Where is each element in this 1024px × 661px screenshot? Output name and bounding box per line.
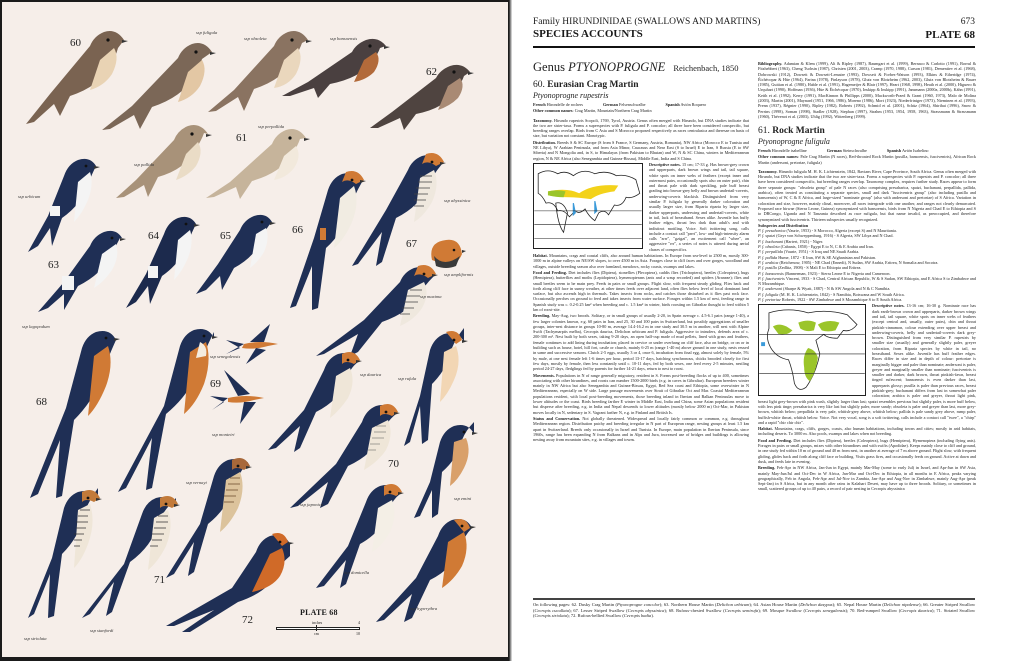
species-60-other-names: Other common names: Crag Martin, Mountain/Northern Crag Martin bbox=[533, 108, 652, 114]
genus-prefix: Genus bbox=[533, 60, 569, 74]
species-60-distribution bbox=[533, 140, 749, 161]
scale-bar bbox=[276, 620, 360, 644]
footer-item-sci: Cecropis senegalensis bbox=[804, 607, 846, 613]
french-label: French bbox=[758, 148, 771, 153]
subspecies-name: P. f. obsoleta bbox=[758, 244, 780, 250]
footer-item: 65. Nepal House Martin (Delichon nipalense); bbox=[836, 602, 924, 607]
plate-illustration-area bbox=[2, 2, 508, 657]
ssp-label-bansoensis: ssp bansoensis bbox=[330, 36, 358, 41]
footer-item: 72. Rufous-bellied Swallow (Cecropis badia). bbox=[570, 613, 654, 619]
bird-illustration-69 bbox=[208, 368, 268, 426]
subspecies-range: (Bannerman, 1923) - Sierra Leone E to Nigeria and Cameroon. bbox=[784, 270, 891, 276]
habitat-label: Habitat. bbox=[533, 253, 548, 259]
subspecies-name: P. f. pretoriae bbox=[758, 297, 781, 303]
species-60-names bbox=[533, 102, 749, 107]
footer-item-sci: Cecropis abyssinica bbox=[627, 607, 665, 613]
species-number-60: 60 bbox=[70, 37, 81, 49]
species-60-breeding bbox=[533, 313, 749, 371]
footer-item-label: 70. Red-rumped Swallow bbox=[849, 607, 898, 613]
bibliography-label: Bibliography. bbox=[758, 61, 783, 66]
genus-heading bbox=[533, 60, 749, 76]
footer-item-sci: Cecropis badia bbox=[623, 613, 652, 619]
footer-item-sci: Cecropis cucullata bbox=[534, 607, 569, 613]
page-number: 673 bbox=[960, 17, 975, 27]
ssp-label-stanfordi: ssp stanfordi bbox=[90, 628, 114, 633]
german-label: German bbox=[603, 102, 618, 107]
ssp-label-urbicum: ssp urbicum bbox=[18, 194, 41, 199]
distribution-label: Distribution. bbox=[533, 139, 556, 145]
ssp-label-emini: ssp emini bbox=[454, 496, 472, 501]
subspecies-name: P. f. buchanani bbox=[758, 238, 784, 244]
species-61-scientific: Ptyonoprogne fuligula bbox=[758, 137, 830, 146]
species-61-taxonomy bbox=[758, 169, 976, 222]
bird-illustration-62 bbox=[368, 64, 476, 144]
subspecies-range: (Reichenow, 1905) - NE Chad (Ennedi), N Sudan, SW Arabia, Eritrea, N Somalia and Socotra. bbox=[779, 259, 939, 265]
species-60-status bbox=[533, 416, 749, 442]
range-map-africa-svg bbox=[759, 305, 865, 395]
ssp-label-domicella: ssp domicella bbox=[344, 570, 370, 575]
ssp-label-monteiri: ssp monteiri bbox=[212, 432, 235, 437]
species-60-title bbox=[533, 80, 749, 91]
species-number-66: 66 bbox=[292, 224, 303, 236]
species-61-names bbox=[758, 148, 976, 153]
food-label: Food and Feeding. bbox=[758, 437, 792, 443]
footer-item: 68. Rufous-chested Swallow (Cecropis semirufa); bbox=[668, 607, 763, 613]
spanish-label: Spanish bbox=[665, 102, 680, 107]
habitat-text: Mountains, crags, cliffs, gorges, coasts, also human habitations, including towns and cities; mostly in arid habitats, including deserts. To 3000 m. Also pools, swamps and lakes when not breeding. bbox=[758, 426, 976, 437]
distribution-text: Breeds S & SC Europe (S from S France, S Germany, Austria, Romania), NW Africa (Morocco E to Tunisia and NE Libya), W Arabian Peninsula, and from Asia Minor, Caucasus and Near East (S to Israel) E to Iran, S Russia (E to SW Siberia) and N Mongolia and, in S, to Himalayas (from Pakistan to Bhutan) and W, N & SC China, winters in Mediterranean region, N & NE Africa (also Senegambia and Guinea-Bissau), Middle East, India and S China. bbox=[533, 139, 749, 161]
species-number-64: 64 bbox=[148, 230, 159, 242]
scale-bar-line bbox=[276, 627, 360, 630]
food-text: Diet includes flies (Diptera), stoneflies (Plecoptera), caddis flies (Trichoptera), beetles (Coleoptera), bugs (Hemiptera), butterflies and moths (Lepidoptera), hymenopterans (ants and a wasp recorded) and spiders (Araneae); flies and small beetles seem to be main prey. Feeds in pairs or small groups. Flight slow, with frequent steady gliding. Flies back and forth along cliff face in sunny weather, at other times feeds over adjacent land, often flies below level of local dominant land surface, but also ascends high in thermals. Takes insects from rocks, and catches those disturbed as it flies past rock face. Occasionally perches on ground to feed and takes insects from water surface. Forages within 1.5 km of nest, feeding range in Spanish study was c. 0.2-0.25 km² when breeding and c. 1.5 km² in winter, birds roosting on Gibraltar thought to feed within 5 km of roost-site. bbox=[533, 269, 749, 312]
species-61-breeding bbox=[758, 465, 976, 491]
taxonomy-label: Taxonomy. bbox=[758, 168, 778, 174]
ssp-label-obsoleta: ssp obsoleta bbox=[244, 36, 267, 41]
breeding-label: Breeding. bbox=[533, 313, 551, 319]
scale-inches-label: inches bbox=[312, 620, 323, 625]
ssp-label-lagopodum: ssp lagopodum bbox=[22, 324, 50, 329]
subspecies-range: (Vaurie, 1951) - S Iraq and NE Saudi Arabia. bbox=[783, 249, 860, 255]
header-rule bbox=[533, 46, 975, 48]
french-name: Hirondelle de rochers bbox=[546, 102, 584, 107]
ssp-label-japonica: ssp japonica bbox=[300, 502, 324, 507]
species-number-65: 65 bbox=[220, 230, 231, 242]
species-60-scientific: Ptyonoprogne rupestris bbox=[533, 91, 609, 100]
footer-item-sci: Cecropis striolata bbox=[534, 613, 567, 619]
species-61-name: Rock Martin bbox=[772, 126, 825, 136]
footer-item-label: 62. Dusky Crag Martin bbox=[571, 602, 615, 607]
subspecies-range: Hume, 1872 - E Iran, SW & SE Afghanistan and Pakistan. bbox=[778, 254, 877, 260]
following-pages-note bbox=[533, 602, 975, 619]
french-name: Hirondelle isabelline bbox=[771, 148, 807, 153]
species-61-habitat bbox=[758, 426, 976, 437]
subspecies-range: (Zedlitz, 1908) - S Mali E to Ethiopia and Eritrea. bbox=[777, 265, 862, 271]
footer-item: 64. Asian House Martin (Delichon dasypus); bbox=[753, 602, 837, 607]
subspecies-name: P. f. pusilla bbox=[758, 265, 777, 271]
genus-authority: Reichenbach, 1850 bbox=[673, 63, 739, 73]
species-60-movements bbox=[533, 373, 749, 415]
ssp-label-hyperythra: ssp hyperythra bbox=[410, 606, 438, 611]
spanish-name: Avión Isabelino bbox=[901, 148, 929, 153]
range-map-africa bbox=[758, 304, 866, 396]
subspecies-name: P. f. presaharica bbox=[758, 228, 786, 234]
genus-name: PTYONOPROGNE bbox=[568, 60, 666, 74]
footer-item-label: 66. Greater Striped Swallow bbox=[923, 602, 976, 607]
subspecies-item bbox=[758, 276, 976, 287]
species-61-number: 61. bbox=[758, 126, 773, 136]
species-61-title bbox=[758, 126, 976, 137]
species-number-70: 70 bbox=[388, 458, 399, 470]
subspecies-name: P. f. fuligula bbox=[758, 291, 779, 297]
footer-item-label: 72. Rufous-bellied Swallow bbox=[570, 613, 622, 619]
footer-item-label: 67. Lesser Striped Swallow bbox=[573, 607, 625, 613]
other-names-label: Other common names bbox=[533, 108, 573, 114]
subspecies-range: (Sharpe & Wyatt, 1887) - N & SW Angola and N & C Namibia. bbox=[783, 286, 891, 292]
bird-illustration-68 bbox=[26, 326, 122, 502]
descriptive-text: 15 cm; 17-33 g. Has brown-grey crown and upperparts, dark brown wings and tail, tail square, white spots on inner webs of feathers (except inner and outermost pairs, occasionally spots also on outer pair), chin and throat pale with dark speckling, pale buff breast grading into brown-grey belly and brown undertail-coverts, underwing-coverts blackish. Distinguished from very similar P. fuligula by generally darker coloration and usually larger size, from Riparia riparia by larger size, darker upperparts, underwing and undertail-coverts, white in tail, lack of breastband. Sexes alike. Juvenile has buffy feather edges, throat less dark than adult's and with indistinct mottling. Voice. Soft twittering song, calls include a contact call "prrrt", low- and high-intensity alarm calls "zrrr", "gzigzi", an excitement call "whee", an aggressive "rrr", a series of notes is uttered during aerial chases of conspecifics. bbox=[649, 161, 750, 252]
footer-item-sci: Delichon urbicum bbox=[716, 602, 750, 607]
german-name: Steinschwalbe bbox=[842, 148, 867, 153]
subspecies-name: P. f. bansoensis bbox=[758, 270, 784, 276]
descriptive-label: Descriptive notes. bbox=[649, 161, 681, 167]
plate-title: PLATE 68 bbox=[300, 608, 338, 617]
header-section: SPECIES ACCOUNTS bbox=[533, 28, 643, 40]
footer-item: 69. Mosque Swallow (Cecropis senegalensis); bbox=[762, 607, 850, 613]
ssp-label-rufula: ssp rufula bbox=[398, 376, 417, 381]
species-number-61: 61 bbox=[236, 132, 247, 144]
species-60-habitat bbox=[533, 253, 749, 269]
food-text: Diet includes flies (Diptera), beetles (Coleoptera), bugs (Hemiptera), Hymenoptera (including flying ants). Forages in pairs or small groups, mixes with other hirundines and with swifts (Apodidae). Keeps mainly close to cliff and ground, in one study fed within 10 m of ground and 40 m from nest, in another at average of 7 m above ground. Flight slow, with frequent gliding, glides back and forth along cliff face or building. Visits grass fires, and occasionally feeds on ground. Active at dawn and dusk, and feeds late in evening. bbox=[758, 437, 976, 464]
bird-illustration-65 bbox=[192, 212, 278, 304]
column-right bbox=[758, 60, 976, 596]
species-number-67: 67 bbox=[406, 238, 417, 250]
subspecies-range: (Vaurie, 1953) - S Morocco, Algeria (except S) and N Mauritania. bbox=[786, 228, 897, 234]
breeding-text: May-Aug, two broods. Solitary, or in small groups of usually 2-20, in Spain average c. 4.5-6.1 pairs (range 1-40), a few larger colonies known, e.g. 60 pairs in Iran, and 25, 30 and 100 pairs in Switzerland, but possibly aggregations of smaller groups, inter-nest distance in groups 10-80 m, average 14.4-16.2 m in one study and 30.5 m in another, will nest with Alpine Swift (Tachymarptis melba), Cecropis daurica, Delichon urbicum and P. fuligula. Aggressive to intruders, defends area of c. 200-300 m². Nest built by both sexes, taking 9-20 days, an open half-cup made of mud pellets, lined with grass and feathers, female continues to add lining during incubation; placed in crevice or under overhang on cliff face, also on bridge, or on or in building such as house, hotel, hill fort, castle or church, mainly 6-25 m (range 1-40 m) above ground in one study, nests reused in same and successive seasons. Clutch 2-5 eggs, usually 3 or 4, once 6, incubation from final egg, almost solely by female, 5% by male, at one nest female left 1-6 times per hour, period 13-17 days, hatching synchronous, chicks brooded closely for first few days, mostly by female, then less constantly until c. 10-11 days, fed by both sexes, one feed every 2-5 minutes, nestling period 24-27 days, fledglings fed by parents for further 14-21 days, return to nest to roost. bbox=[533, 313, 749, 372]
spanish-name: Avión Roquero bbox=[680, 102, 707, 107]
french-label: French bbox=[533, 102, 546, 107]
subspecies-list bbox=[758, 228, 976, 302]
status-text: Not globally threatened. Widespread and locally fairly common or common, e.g. throughout Mediterranean region. Distribution patchy and breeding irregular in N part of European range, nesting groups at least 1.5 km apart in Switzerland. Breeds only occasionally in Israel and Tunisia. In Europe, main population in Iberian Peninsula, since 1960s, range has been expanding N from Balkans and in Alps and Jura, increased use of bridges and buildings is allowing nesting away from mountain sites, e.g. in villages and towns. bbox=[533, 415, 750, 443]
habitat-label: Habitat. bbox=[758, 426, 773, 432]
footer-item-label: 63. Northern House Martin bbox=[663, 602, 714, 607]
scale-cm-label: cm bbox=[314, 631, 319, 636]
species-60-number: 60. bbox=[533, 80, 548, 90]
species-60-food bbox=[533, 270, 749, 312]
other-names: Pale Crag Martin (N races), Red-throated Rock Martin (pusilla, bansoensis, fusciventris), African Rock Martin (andersoni, pretoriae, fuligula) bbox=[758, 154, 976, 165]
running-header bbox=[533, 17, 975, 40]
bird-illustration-72 bbox=[164, 530, 296, 634]
species-number-62: 62 bbox=[426, 66, 437, 78]
header-plate: PLATE 68 bbox=[925, 29, 975, 41]
bird-illustration-63 bbox=[32, 228, 128, 324]
footer-item: 71. Striated Swallow (Cecropis striolata); bbox=[533, 607, 976, 619]
species-number-72: 72 bbox=[242, 614, 253, 626]
german-label: German bbox=[826, 148, 842, 153]
species-number-68: 68 bbox=[36, 396, 47, 408]
footer-item: 62. Dusky Crag Martin (Ptyonoprogne concolor); bbox=[571, 602, 664, 607]
subspecies-name: P. f. fusciventris bbox=[758, 275, 785, 281]
ssp-label-senegalensis: ssp senegalensis bbox=[210, 354, 241, 359]
footer-item-sci: Delichon dasypus bbox=[800, 602, 833, 607]
species-number-69: 69 bbox=[210, 378, 221, 390]
footer-item-label: 68. Rufous-chested Swallow bbox=[668, 607, 722, 613]
other-names-label: Other common names bbox=[758, 154, 798, 160]
footer-item-sci: Cecropis semirufa bbox=[724, 607, 759, 613]
species-number-71: 71 bbox=[154, 574, 165, 586]
footer-item-label: 65. Nepal House Martin bbox=[836, 602, 881, 607]
range-map-eurasia bbox=[533, 163, 643, 249]
breeding-text: Feb-Apr in NW Africa, Jan-Jun in Egypt, mainly Mar-May (some to early Jul) in Israel, and Apr-Jun in SW Asia, mainly May-Jun/Jul and Oct-Dec in W Africa, Jan-Mar and Oct-Dec in Ethiopia, in all months in E Africa, peaks varying geographically, Feb in Angola, Feb-Apr and Jul-Nov in Zambia, Jan-Apr and Aug-Nov in Zimbabwe, mainly Aug-Apr (peak Sept-Jan) in S Africa, but in any month after rains in Kalahari Desert, may have up to three broods. Solitary, or sometimes in small, scattered groups of up to 40 pairs, a record of pair nesting in Cecropis abyssinica bbox=[758, 465, 976, 492]
subspecies-name: P. f. arabica bbox=[758, 259, 779, 265]
subspecies-range: (Hartert, 1921) - Niger. bbox=[784, 238, 824, 244]
species-61-other-names: Other common names: Pale Crag Martin (N races), Red-throated Rock Martin (pusilla, bansoensis, fusciventris), African Rock Martin (andersoni, pretoriae, fuligula) bbox=[758, 154, 976, 165]
footer-item-label: 71. Striated Swallow bbox=[936, 607, 976, 613]
ssp-label-vernayi: ssp vernayi bbox=[186, 480, 207, 485]
species-61-food bbox=[758, 438, 976, 464]
movements-text: Populations in N of range generally migratory, resident in S. Forms post-breeding flocks of up to 400, sometimes associating with other hirundines, and roosts can number 1500-2000 birds (e.g. in caves in Gibraltar). European breeders winter mainly in NW Africa but also Senegambia and Guinea-Bissau, Egypt, Red Sea coast and Ethiopia, some overwinter in N Mediterranean, especially on W side. Large passage movements over Strait of Gibraltar Oct and Mar. Coastal Mediterranean populations resident, with local post-breeding movements, those breeding inland in Iberian and Balkan Peninsulas move to lower altitudes or the coast. Birds breeding farther E winter in Middle East, India and China, some Asian populations resident but disperse after breeding, e.g. in India and Nepal descends to lower altitudes (mostly below 2000 m) Oct-Mar, in Pakistan moves locally in N, sedentary in S. Vagrant farther N, e.g. in Finland and British Is. bbox=[533, 372, 750, 415]
footer-item-label: 64. Asian House Martin bbox=[753, 602, 798, 607]
subspecies-range: Roberts, 1922 - SW Zimbabwe and S Mozambique S to E South Africa. bbox=[781, 297, 903, 303]
ssp-label-perpallida: ssp perpallida bbox=[258, 124, 285, 129]
species-60-name: Eurasian Crag Martin bbox=[547, 80, 639, 90]
footer-item: 70. Red-rumped Swallow (Cecropis daurica); bbox=[849, 607, 937, 613]
footer-item: 67. Lesser Striped Swallow (Cecropis abyssinica); bbox=[573, 607, 669, 613]
subspecies-range: (M. H. K. Lichtenstein, 1842) - S Namibia, Botswana and W South Africa. bbox=[779, 291, 905, 297]
taxonomy-text: Hirundo fuligula M. H. K. Lichtenstein, 1842, Bavians River, Cape Province, South Africa. Genus often merged with Hirundo, but DNA studies indicate that the two are sister-taxa. Forms a superspecies with P. rupestris and P. concolor; all three have been considered conspecific, but breeding ranges overlap. Taxonomy complex, requires further study. Races appear to form three separate groups: "obsoleta group" of pale N races (also comprising presaharica, spatzi, buchanani, perpallida, pallida, arabica), often treated as constituting a separate species, small and dark "fusciventris group" (also including pusilla and bansoensis) of W, C & E Africa, and large-sized "nominate group" (also with andersoni and pretoriae) of S Africa. Variation in coloration and size, however, mainly clinal, moreover, all races intergrade with one another, and ranges not clearly demarcated. Proposed race birwae (Sierra Leone, Guinea) synonymized with bansoensis, birds from N Nigeria and Chad E to Ethiopia and S to DRCongo, Uganda and N Tanzania described as race rufigula, but that name invalid, as preoccupied, and therefore synonymized with fusciventris. Thirteen subspecies usually recognized. bbox=[758, 168, 976, 222]
subspecies-name: P. f. spatzi bbox=[758, 233, 776, 239]
ssp-label-ampliformis: ssp ampliformis bbox=[444, 272, 474, 277]
taxonomy-text: Hirundo rupestris Scopoli, 1769, Tyrol, Austria. Genus often merged with Hirundo, but DNA studies indicate that the two are sister-taxa. Forms a superspecies with P. fuligula and P. concolor; all three have been considered conspecific, but breeding ranges overlap. Birds from C Asia and S Morocco proposed respectively as races centralasica and theresae on basis of size, but variation not constant. Monotypic. bbox=[533, 117, 750, 139]
footer-item: 66. Greater Striped Swallow (Cecropis cucullata); bbox=[533, 602, 976, 613]
scale-cm-max: 10 bbox=[356, 631, 360, 636]
scale-inches-max: 4 bbox=[358, 620, 360, 625]
subspecies-name: P. f. pallida bbox=[758, 254, 778, 260]
footer-item-label: 69. Mosque Swallow bbox=[762, 607, 802, 613]
subspecies-name: P. f. perpallida bbox=[758, 249, 783, 255]
bibliography-text: Adamian & Klem (1999), Ali & Ripley (1987), Baumgart et al. (1999), Bernaco & Carlotto (1991), Borrul & Fitzhebbert (1963), Cheng Tsohsin (1987), Christen (2001, 2003), Cramp (1970, 1988), Curson (1981), Dementiev et al. (1968), Dobrowski (1912), Dowsett & Dowsett-Lemaire (1993), Dowsett & Forbes-Watson (1993), Elkins & Etheridge (1974), Étchécopar & Hüe (1964), Farina (1978), Finlayson (1978), Glutz von Blotzheim (1962, 2003), Glutz von Blotzheim & Bauer (1985), Guitian et al. (1980), Hable et al. (1991), Hagemeijer & Blair (1997), Heart (1968, 1998), Heath et al. (2000), Higuero & Urquhart (1990), Hoffman (1936), Hüe & Étchécopar (1970), Inskipp & Inskipp (1991), Jansmann (2000a, 2000b), Kähn (1991), Keith et al. (1992), Kerry (1991), MacKinnon & Phillipps (2000), Mackworth-Praed & Grant (1960, 1973), Malo de Molina (2003), Martin (2001), Maynard (1951, 1966, 1986), Moreno (1986), Mort (1923), Niederfriniger (1973), Nieminen et al. (1993), Prenn (1937), Régnier (1990), Ripley (1982), Roberts (1992), Schmid et al. (2001), Schüz (1964), Shirihai (1996), Snow & Perrins (1998), Soman (1998), Stadler (1928), Stephan (1997), Strahm (1953, 1954, 1958, 1963), Strassmann & Strassmann (1960), Thévenot et al. (2003), Uhlig (1992), Wittenberg (1999). bbox=[758, 61, 976, 119]
ssp-label-fuligula: ssp fuligula bbox=[196, 30, 218, 35]
ssp-label-maxima: ssp maxima bbox=[420, 294, 442, 299]
footer-item: 63. Northern House Martin (Delichon urbicum); bbox=[663, 602, 754, 607]
footer-item-sci: Delichon nipalense bbox=[883, 602, 919, 607]
movements-label: Movements. bbox=[533, 372, 555, 378]
status-label: Status and Conservation. bbox=[533, 415, 581, 421]
ssp-label-daurica: ssp daurica bbox=[360, 372, 382, 377]
bird-illustration-64 bbox=[120, 214, 202, 314]
range-map-eurasia-svg bbox=[534, 164, 642, 248]
footer-lead: On following pages: bbox=[533, 602, 572, 607]
bird-illustration-70-emini bbox=[412, 420, 480, 524]
taxonomy-label: Taxonomy. bbox=[533, 117, 553, 123]
habitat-text: Mountains, crags and coastal cliffs, also around human habitations. In Europe from sea-level to 2500 m, mostly 300-1000 m in alpine valleys on NE/SW slopes, to over 4500 m in Asia. Forages close to cliff faces and over gorges, woodland and villages, outside breeding season also over farmland, meadows, rocky coasts, swamps and lakes. bbox=[533, 253, 750, 269]
bird-illustration-61-pallida bbox=[112, 122, 216, 212]
ssp-label-pallida: ssp pallida bbox=[134, 162, 155, 167]
text-page bbox=[512, 0, 1024, 661]
german-name: Felsenschwalbe bbox=[618, 102, 646, 107]
subspecies-range: Vincent, 1933 - S Chad, Central African Republic, W & S Sudan, SW Ethiopia, and E Africa S to Zimbabwe and N Mozambique. bbox=[758, 275, 976, 287]
breeding-label: Breeding. bbox=[758, 465, 776, 471]
descriptive-text: 13-16 cm; 16-30 g. Nominate race has dark earth-brown crown and upperparts, darker brown wings and tail, tail square, white spots on inner webs of feathers (except central and, usually, outer pairs), chin and throat pinkish-cinnamon, colour extending over upper breast and underwing-coverts, belly and undertail-coverts dark grey-brown. Distinguished from very similar P. rupestris by smaller size (usually) and generally slightly paler, greyer coloration, from Riparia species by white in tail, no breastband. Sexes alike. Juvenile has buff feather edges. Races differ in size and in depth of colour: pretoriae is marginally bigger and paler than nominate; andersoni is paler, greyer and marginally smaller than nominate; fusciventris is smaller and darker, dark brown, throat pinkish-fawn, breast tinged rufescent; bansoensis is even darker than last, upperparts glossy; pusilla is paler than previous races, breast pinkish-grey; buchanani differs from last in somewhat paler coloration; arabica is paler and greyer, throat light pink, breast light grey-brown with pink wash, slightly larger than last; spatzi resembles previous but slightly paler, is more buff below, with less pink tinge; presaharica is very like last but slightly paler, more sandy; obsoleta is paler and greyer than last, more grey-brown, whitish below; perpallida is very pale, whitish-grey above, whitish below; pallida is pale sandy grey above, rump paler, buffish-white throat, whitish below. Voice. Not very vocal, song is a soft twittering, calls include a contact call "twee", a "chirp" and a rapid "chir chir chir". bbox=[758, 303, 976, 425]
subspecies-heading-text: Subspecies and Distribution bbox=[758, 222, 809, 228]
species-number-63: 63 bbox=[48, 259, 59, 271]
subspecies-name: P. f. andersoni bbox=[758, 286, 783, 292]
species-60-bibliography bbox=[758, 61, 976, 123]
species-60-taxonomy bbox=[533, 118, 749, 139]
header-family: Family HIRUNDINIDAE (SWALLOWS AND MARTINS) bbox=[533, 17, 761, 27]
subspecies-range: (Geyr von Schweppenburg, 1916) - S Algeria, SW Libya and N Chad. bbox=[776, 233, 894, 239]
footer-item-sci: Cecropis daurica bbox=[900, 607, 932, 613]
subspecies-range: (Cabanis, 1850) - Egypt E to N, C & E Arabia and Iran. bbox=[780, 244, 874, 250]
other-names: Crag Martin, Mountain/Northern Crag Martin bbox=[574, 108, 652, 114]
ssp-label-striolata: ssp striolata bbox=[24, 636, 47, 641]
ssp-label-abyssinica: ssp abyssinica bbox=[444, 198, 471, 203]
food-label: Food and Feeding. bbox=[533, 269, 567, 275]
subspecies-item bbox=[758, 297, 976, 302]
descriptive-label: Descriptive notes. bbox=[872, 303, 905, 309]
column-left bbox=[533, 60, 749, 442]
footer-rule bbox=[533, 598, 975, 600]
footer-item-sci: Ptyonoprogne concolor bbox=[617, 602, 660, 607]
spanish-label: Spanish bbox=[886, 148, 902, 153]
